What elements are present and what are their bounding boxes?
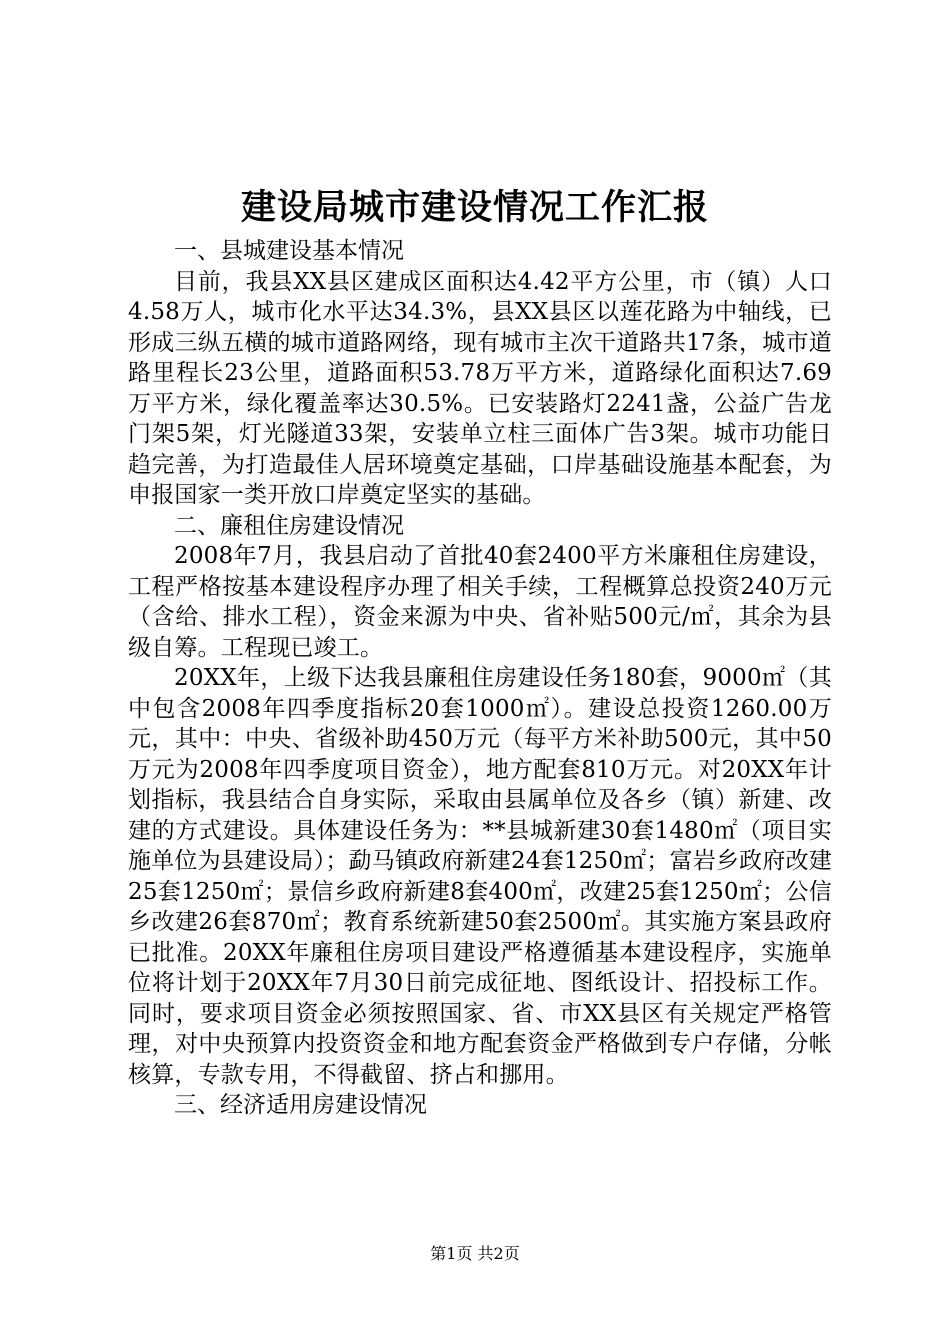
- section-heading-3: 三、经济适用房建设情况: [174, 1092, 427, 1118]
- paragraph-2008-project: 2008年7月，我县启动了首批40套2400平方米廉租住房建设，工程严格按基本建设程序办理了相关手续，工程概算总投资240万元（含给、排水工程），资金来源为中央、省补贴500元/㎡，其余为县级自筹。工程现已竣工。: [128, 543, 832, 661]
- paragraph-20xx-plan: 20XX年，上级下达我县廉租住房建设任务180套，9000㎡（其中包含2008年四季度指标20套1000㎡）。建设总投资1260.00万元，其中：中央、省级补助450万元（每平方米补助500元，其中50万元为2008年四季度项目资金），地方配套810万元。对20XX年计划指标，我县结合自身实际，采取由县属单位及各乡（镇）新建、改建的方式建设。具体建设任务为：**县城新建30套1480㎡（项目实施单位为县建设局）；勐马镇政府新建24套1250㎡；富岩乡政府改建25套1250㎡；景信乡政府新建8套400㎡，改建25套1250㎡；公信乡改建26套870㎡；教育系统新建50套2500㎡。其实施方案县政府已批准。20XX年廉租住房项目建设严格遵循基本建设程序，实施单位将计划于20XX年7月30日前完成征地、图纸设计、招投标工作。同时，要求项目资金必须按照国家、省、市XX县区有关规定严格管理，对中央预算内投资资金和地方配套资金严格做到专户存储，分帐核算，专款专用，不得截留、挤占和挪用。: [128, 665, 832, 1088]
- document-body: [128, 236, 832, 1121]
- paragraph-county-overview: 目前，我县XX县区建成区面积达4.42平方公里，市（镇）人口4.58万人，城市化水平达34.3%，县XX县区以莲花路为中轴线，已形成三纵五横的城市道路网络，现有城市主次干道路共17条，城市道路里程长23公里，道路面积53.78万平方米，道路绿化面积达7.69万平方米，绿化覆盖率达30.5%。已安装路灯2241盏，公益广告龙门架5架，灯光隧道33架，安装单立柱三面体广告3架。城市功能日趋完善，为打造最佳人居环境奠定基础，口岸基础设施基本配套，为申报国家一类开放口岸奠定坚实的基础。: [128, 268, 832, 508]
- section-heading-2: 二、廉租住房建设情况: [174, 512, 404, 539]
- document-title: 建设局城市建设情况工作汇报: [240, 187, 709, 228]
- page-footer: 第1页 共2页: [430, 1244, 520, 1263]
- section-heading-1: 一、县城建设基本情况: [174, 238, 404, 264]
